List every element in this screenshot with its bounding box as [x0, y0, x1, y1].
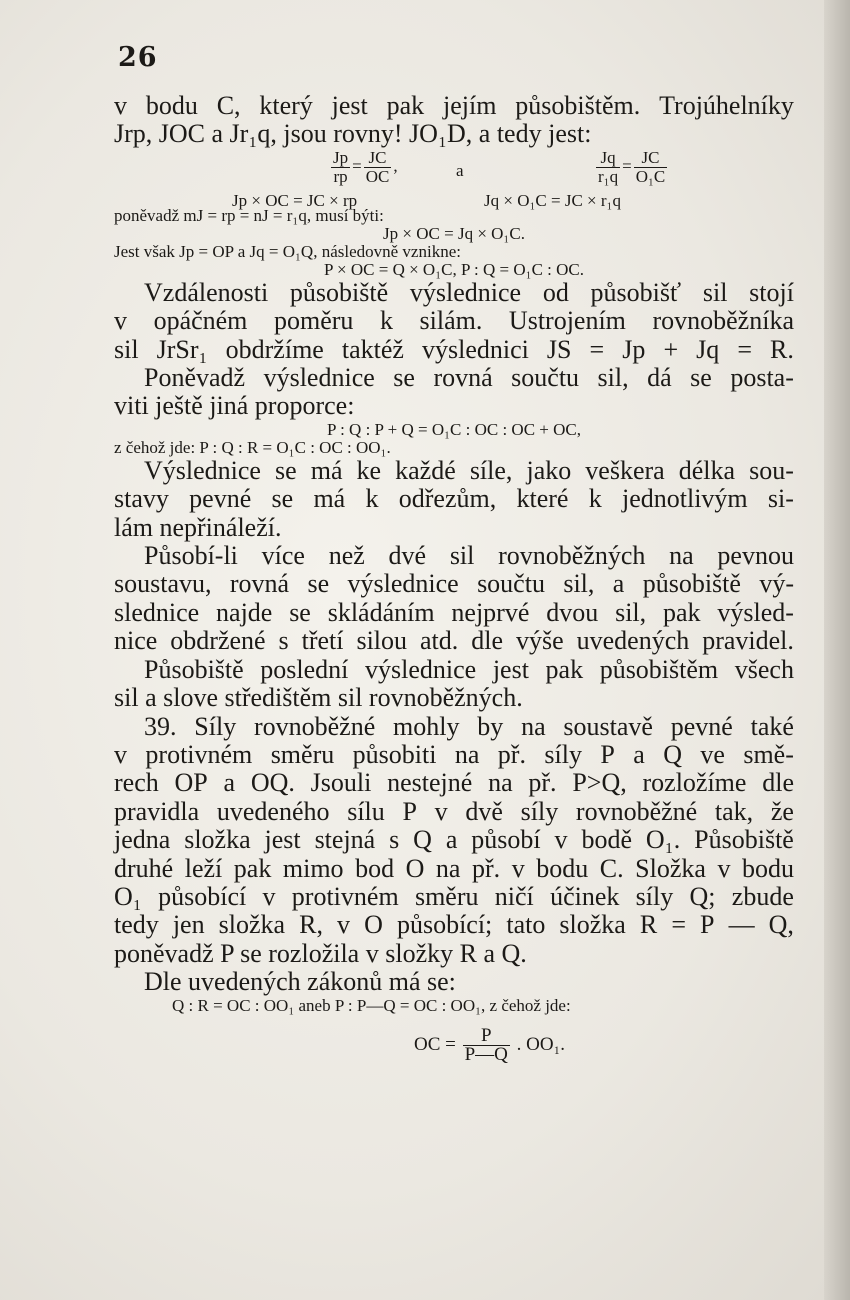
comma: , [393, 156, 398, 176]
equation-fractions [114, 149, 794, 187]
equation-right: Jq × O₁C = JC × r₁q [484, 190, 621, 210]
conjunction: a [456, 160, 464, 180]
text-line: Působiště poslední výslednice jest pak působištěm všech [144, 654, 794, 684]
text-line: Poněvadž výslednice se rovná součtu sil, dá se posta- [144, 363, 794, 393]
small-text-line: Q : R = OC : OO₁ aneb P : P—Q = OC : OO₁, z čehož jde: [172, 995, 571, 1015]
small-text-line: poněvadž mJ = rp = nJ = r₁q, musí býti: [114, 205, 384, 225]
fraction-denominator: r₁q [598, 166, 619, 186]
text-line: slednice najde se skládáním nejprvé dvou sil, pak výsled- [114, 597, 794, 627]
fraction-denominator: OC [365, 166, 390, 186]
fraction-numerator: JC [364, 149, 392, 168]
text-line: sil JrSr₁ obdržíme taktéž výslednici JS = Jp + Jq = R. [114, 334, 794, 364]
text-line: viti ještě jiná proporce: [114, 391, 355, 421]
equation-rhs: . OO₁. [516, 1033, 565, 1055]
fraction-numerator: Jq [596, 149, 620, 168]
text-line: soustavu, rovná se výslednice součtu sil, a působiště vý- [114, 569, 794, 599]
text-line: poněvadž P se rozložila v složky R a Q. [114, 938, 527, 968]
body-text [114, 91, 794, 1065]
equation-centered: P × OC = Q × O₁C, P : Q = O₁C : OC. [323, 259, 585, 279]
equation-centered: P : Q : P + Q = O₁C : OC : OC + OC, [327, 419, 581, 439]
final-equation [114, 1015, 794, 1065]
text-line: O₁ působící v protivném směru ničí účinek síly Q; zbude [114, 881, 794, 911]
text-line: druhé leží pak mimo bod O na př. v bodu C. Složka v bodu [114, 853, 794, 883]
equation-centered: Jp × OC = Jq × O₁C. [383, 223, 525, 243]
equation-left: Jp × OC = JC × rp [232, 190, 358, 210]
fraction-numerator: P [463, 1027, 510, 1046]
page-number: 26 [118, 42, 158, 73]
equation-products [114, 187, 794, 210]
fraction-pair-1: $\frac{Jp}{rp}$ = $\frac{JC}{OC}$ , [333, 147, 398, 186]
text-line: pravidla uvedeného sílu P v dvě síly rovnoběžné tak, že [114, 796, 794, 826]
text-line: lám nepřináleží. [114, 512, 282, 542]
small-text-line: Jest však Jp = OP a Jq = O₁Q, následovně vznikne: [114, 241, 461, 261]
fraction-pair-2: $\frac{Jq}{\text{r₁q}}$ = $\frac{JC}{\text{O₁C}}$ [598, 147, 666, 186]
text-line: nice obdržené s třetí silou atd. dle výše uvedených pravidel. [114, 626, 794, 656]
text-line: v opáčném poměru k silám. Ustrojením rovnoběžníka [114, 306, 794, 336]
page-edge [824, 0, 850, 1300]
text-line: sil a slove středištěm sil rovnoběžných. [114, 683, 523, 713]
fraction-denominator: P—Q [464, 1043, 508, 1065]
text-line: v protivném směru působiti na př. síly P a Q ve smě- [114, 739, 794, 769]
fraction-denominator: O₁C [635, 166, 666, 186]
text-line: stavy pevné se má k odřezům, které k jednotlivým si- [114, 484, 794, 514]
text-line: Výslednice se má ke každé síle, jako veškera délka sou- [144, 455, 794, 485]
text-line: Vzdálenosti působiště výslednice od působišť sil stojí [144, 277, 794, 307]
text-line: rech OP a OQ. Jsouli nestejné na př. P>Q, rozložíme dle [114, 768, 794, 798]
text-line: Působí-li více než dvé sil rovnoběžných na pevnou [144, 541, 794, 571]
text-line: Dle uvedených zákonů má se: [144, 967, 456, 997]
fraction-numerator: JC [634, 149, 668, 168]
fraction-numerator: Jp [333, 147, 349, 167]
fraction-denominator: rp [333, 166, 348, 186]
equation-lhs: OC = [414, 1033, 456, 1055]
text-line: Jrp, JOC a Jr₁q, jsou rovny! JO₁D, a tedy jest: [114, 119, 592, 149]
text-line: jedna složka jest stejná s Q a působí v bodě O₁. Působiště [114, 825, 794, 855]
text-line: v bodu C, který jest pak jejím působištěm. Trojúhelníky [114, 91, 794, 120]
text-line: 39. Síly rovnoběžné mohly by na soustavě pevné také [144, 711, 794, 741]
text-line: tedy jen složka R, v O působící; tato složka R = P — Q, [114, 910, 794, 940]
small-text-line: z čehož jde: P : Q : R = O₁C : OC : OO₁. [114, 437, 391, 457]
